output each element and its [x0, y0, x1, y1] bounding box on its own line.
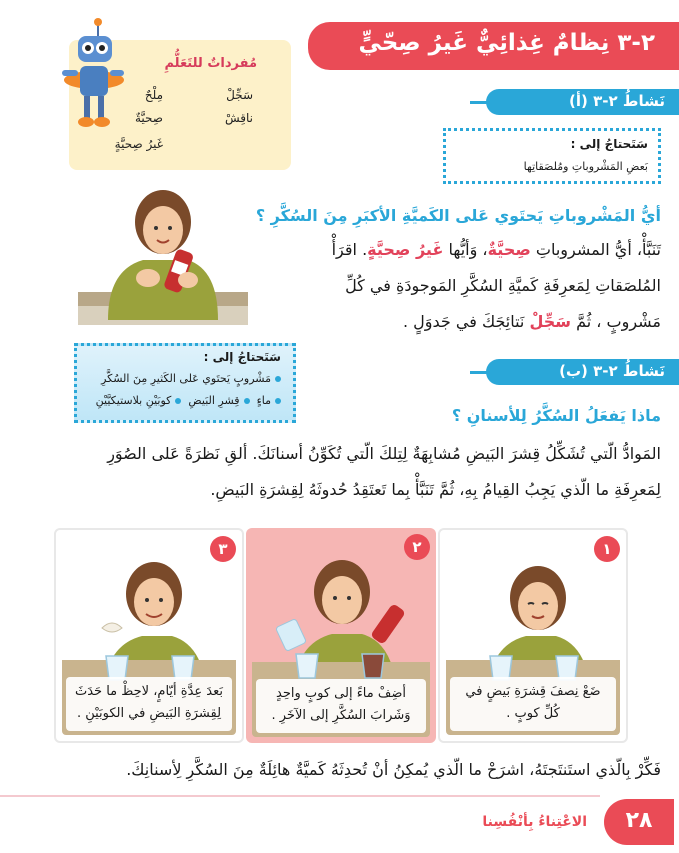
page-number: ٢٨ [604, 799, 674, 845]
materials-title: سَتَحتاجُ إلى : [570, 137, 648, 151]
vocabulary-word: غَيرُ صِحيَّةٍ [114, 137, 163, 151]
conclusion-text: فَكِّرْ بِالّذي استَنتَجتَهُ، اشرَحْ ما الّذي يُمكِنُ أنْ تُحدِثَهُ كَميَّةٌ هائِلَةٌ مِنَ السُكَّرِ لِأسنانِكَ. [126, 760, 661, 779]
caption-line: لِقِشرَةِ البَيضِ في الكوبَيْنِ . [76, 706, 222, 721]
activity-b-tag: نَشاطُ ٢-٣ (ب) [486, 359, 679, 385]
caption-line: ضَعْ نِصفَ قِشرَةِ بَيضٍ في [465, 684, 601, 699]
bullet-icon [275, 398, 281, 404]
activity-a-question: أيُّ المَشْروباتِ يَحتَوي عَلى الكَميَّةِ الأكبَرِ مِنَ السُكَّرِ ؟ [255, 206, 661, 225]
activity-b-paragraph-line-2: لِمَعرِفَةِ ما الّذي يَجِبُ القِيامُ بِهِ، ثُمَّ تَنَبَّأْ بِما تَعتَقِدُ حُدوثَهُ لِقِشرَةِ البَيضِ. [210, 480, 661, 499]
keyword-record: سَجِّلْ [529, 312, 572, 331]
keyword-healthy: صِحيَّةٌ [487, 240, 531, 259]
vocabulary-word: مِلْحٌ [144, 88, 163, 102]
caption-line: كُلِّ كوبٍ . [506, 706, 560, 721]
robot-mascot-icon [48, 10, 128, 138]
materials-text: بَعضِ المَشْروباتِ ومُلصَقاتِها [523, 160, 648, 173]
materials-text: قِشرِ البَيضِ [188, 394, 240, 407]
step-number-badge: ٢ [404, 534, 430, 560]
activity-a-paragraph-line-3 [403, 312, 661, 331]
cup-icon [292, 652, 392, 680]
keyword-unhealthy: غَيرُ صِحيَّةٍ [367, 240, 444, 259]
materials-text: ماءٍ [256, 394, 271, 407]
materials-item [101, 372, 281, 385]
text-span: ، وَأيُّها [443, 240, 488, 259]
step-panel-1 [438, 528, 628, 743]
activity-b-paragraph-line-1: المَوادُّ الّتي تُشَكِّلُ قِشرَ البَيضِ مُشابِهَةٌ لِتِلكَ الّتي تُكَوِّنُ أسنانَكَ. ألقِ نَظرَةً عَلى الصُوَرِ [107, 444, 661, 463]
caption-line: بَعدَ عِدَّةِ أيّامٍ، لاحِظْ ما حَدَثَ [74, 684, 223, 699]
materials-item [96, 394, 281, 407]
vocabulary-word: سَجِّلْ [226, 88, 253, 102]
footer-divider [0, 795, 600, 797]
text-span: تَنَبَّأْ، أيُّ المشروباتِ [530, 240, 661, 259]
step-caption [66, 677, 232, 731]
step-panel-3 [54, 528, 244, 743]
vocabulary-word: صِحيَّةٌ [135, 111, 163, 125]
caption-line: وَشَرابَ السُكَّرِ إلى الآخَرِ . [271, 708, 411, 723]
materials-text: مَشْروبٍ يَحتَوي عَلى الكَثيرِ مِنَ السُكَّرِ [101, 372, 271, 385]
materials-title: سَتَحتاجُ إلى : [203, 350, 281, 364]
text-span: نَتائِجَكَ في جَدوَلٍ . [402, 312, 530, 331]
caption-line: أضِفْ ماءً إلى كوبٍ واحِدٍ [276, 686, 406, 701]
text-span: مَشْروبٍ ، ثُمَّ [571, 312, 661, 331]
activity-b-question: ماذا يَفعَلُ السُكَّرُ لِلأسنانِ ؟ [451, 406, 661, 425]
text-span: . اقرَأْ [331, 240, 368, 259]
activity-a-paragraph-line-2: المُلصَقاتِ لِمَعرِفَةِ كَميَّةِ السُكَّرِ المَوجودَةِ في كُلِّ [345, 276, 661, 295]
step-number-badge: ١ [594, 536, 620, 562]
materials-box-b [74, 343, 296, 423]
bullet-icon [175, 398, 181, 404]
chapter-title: ٢-٣ نِظامٌ غِذائِيٌّ غَيرُ صِحّيٍّ [358, 30, 655, 56]
bullet-icon [275, 376, 281, 382]
materials-text: كوبَيْنِ بلاستيكيَّيْنِ [95, 394, 172, 407]
girl-reading-label-illustration [78, 180, 248, 325]
section-title: الاعْتِناءُ بِأنْفُسِنا [482, 814, 587, 830]
vocabulary-word: ناقِشْ [224, 111, 253, 125]
activity-a-paragraph-line-1 [332, 240, 661, 259]
materials-box-a [443, 128, 661, 184]
activity-a-tag: نَشاطُ ٢-٣ (أ) [486, 89, 679, 115]
bullet-icon [244, 398, 250, 404]
step-caption [256, 679, 426, 733]
step-caption [450, 677, 616, 731]
step-number-badge: ٣ [210, 536, 236, 562]
step-panel-2 [246, 528, 436, 743]
vocabulary-title: مُفرداتٌ للتَعَلُّمِ [164, 56, 257, 71]
chapter-banner [308, 22, 679, 70]
